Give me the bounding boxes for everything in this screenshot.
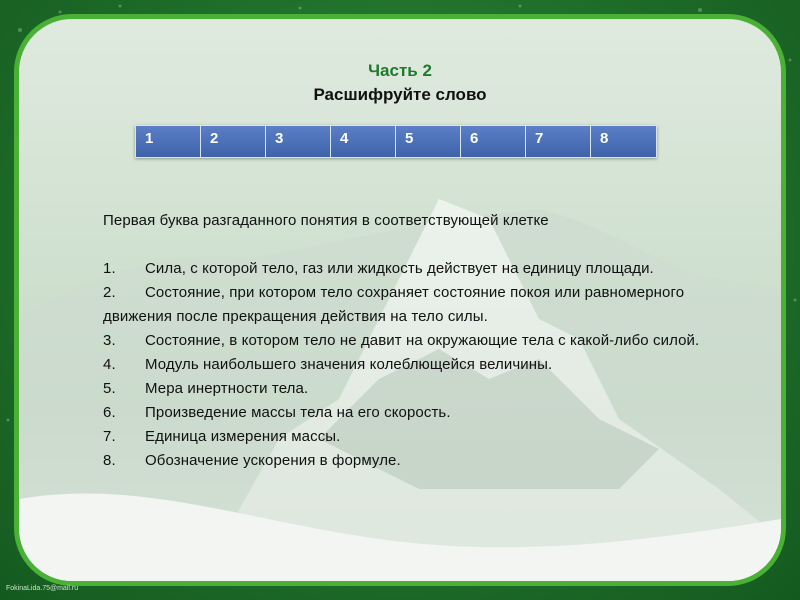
answer-cell: 7 [526,126,591,157]
item-number: 1. [103,260,116,277]
item-text: Состояние, в котором тело не давит на окружающие тела с какой-либо силой. [145,332,700,349]
answer-cell: 5 [396,126,461,157]
item-number: 7. [103,428,116,445]
intro-text: Первая буква разгаданного понятия в соответствующей клетке [103,212,549,229]
riddle-list [103,209,703,473]
list-item [103,281,703,329]
answer-cell: 8 [591,126,656,157]
answer-cell: 1 [136,126,201,157]
part-heading: Часть 2 [368,61,432,80]
item-number: 3. [103,332,116,349]
answer-cell: 3 [266,126,331,157]
list-item [103,353,703,377]
list-item [103,449,703,473]
answer-cell: 4 [331,126,396,157]
item-number: 2. [103,284,116,301]
item-number: 4. [103,356,116,373]
item-number: 8. [103,452,116,469]
item-text: Мера инертности тела. [145,380,309,397]
list-item [103,329,703,353]
author-watermark: FokinaLida.75@mail.ru [6,585,79,592]
content-panel [14,14,786,586]
item-text: Состояние, при котором тело сохраняет состояние покоя или равномерного движения после прекращения действия на тело силы. [103,284,685,325]
item-number: 6. [103,404,116,421]
list-item [103,425,703,449]
item-number: 5. [103,380,116,397]
item-text: Сила, с которой тело, газ или жидкость действует на единицу площади. [145,260,654,277]
task-heading: Расшифруйте слово [313,85,487,104]
answer-cell: 6 [461,126,526,157]
item-text: Модуль наибольшего значения колеблющейся величины. [145,356,553,373]
item-text: Единица измерения массы. [145,428,341,445]
item-text: Обозначение ускорения в формуле. [145,452,401,469]
answer-cell: 2 [201,126,266,157]
item-text: Произведение массы тела на его скорость. [145,404,451,421]
list-item [103,377,703,401]
list-item [103,401,703,425]
list-item [103,257,703,281]
answer-grid [135,125,657,158]
